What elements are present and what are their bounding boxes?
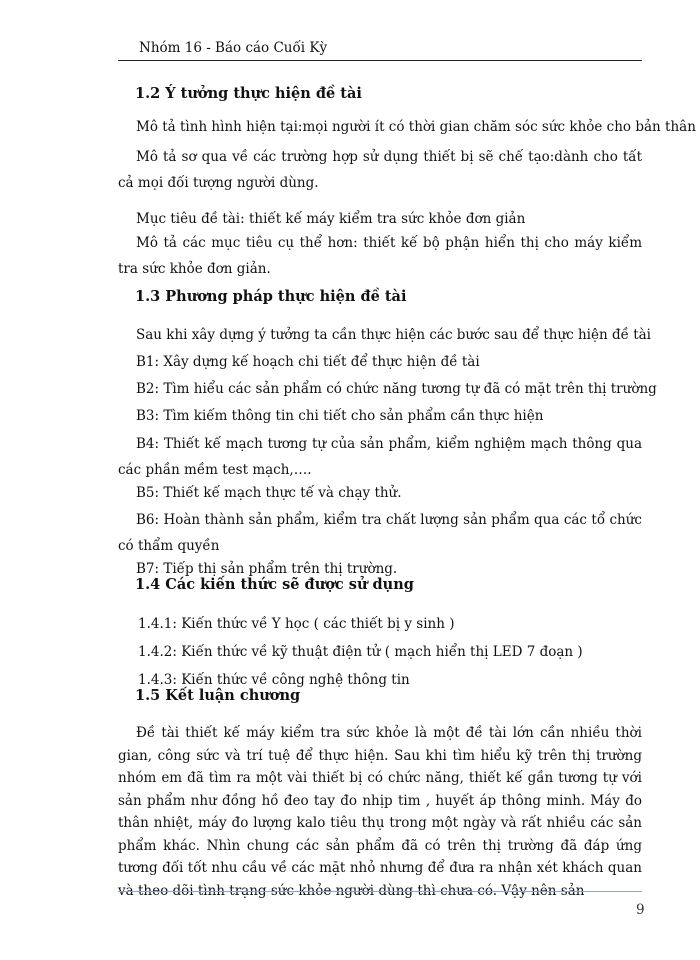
- paragraph-detailed-objective: Mô tả các mục tiêu cụ thể hơn: thiết kế bộ phận hiển thị cho máy kiểm tra sức khỏe đơn giản.: [118, 235, 642, 277]
- page-number: 9: [636, 902, 645, 918]
- step-b3: B3: Tìm kiếm thông tin chi tiết cho sản phẩm cần thực hiện: [136, 408, 544, 424]
- paragraph-current-situation: Mô tả tình hình hiện tại:mọi người ít có thời gian chăm sóc sức khỏe cho bản thân: [136, 119, 696, 135]
- heading-1-2: 1.2 Ý tưởng thực hiện đề tài: [135, 85, 362, 102]
- step-b5: B5: Thiết kế mạch thực tế và chạy thử.: [136, 485, 402, 501]
- header-title: Nhóm 16 - Báo cáo Cuối Kỳ: [139, 40, 328, 56]
- knowledge-1-4-1: 1.4.1: Kiến thức về Y học ( các thiết bị y sinh ): [138, 616, 455, 632]
- paragraph-steps-intro: Sau khi xây dựng ý tưởng ta cần thực hiện các bước sau để thực hiện đề tài: [136, 327, 652, 343]
- step-b1: B1: Xây dựng kế hoạch chi tiết để thực hiện đề tài: [136, 354, 480, 370]
- heading-1-5: 1.5 Kết luận chương: [135, 687, 301, 704]
- knowledge-1-4-3: 1.4.3: Kiến thức về công nghệ thông tin: [138, 672, 410, 688]
- step-b2: B2: Tìm hiểu các sản phẩm có chức năng tương tự đã có mặt trên thị trường: [136, 381, 657, 397]
- footer-divider: [118, 891, 642, 892]
- paragraph-use-cases: Mô tả sơ qua về các trường hợp sử dụng thiết bị sẽ chế tạo:dành cho tất cả mọi đối tượng người dùng.: [118, 149, 642, 191]
- paragraph-objective: Mục tiêu đề tài: thiết kế máy kiểm tra sức khỏe đơn giản: [136, 211, 526, 227]
- heading-1-4: 1.4 Các kiến thức sẽ được sử dụng: [135, 576, 414, 593]
- paragraph-conclusion: Đề tài thiết kế máy kiểm tra sức khỏe là một đề tài lớn cần nhiều thời gian, công sức và trí tuệ để thực hiện. Sau khi tìm hiểu kỹ trên thị trường nhóm em đã tìm ra một vài thiết bị có chức năng, thiết kế gần tương tự với sản phẩm như đồng hồ đeo tay đo nhịp tim , huyết áp thông minh. Máy đo thân nhiệt, máy đo lượng kalo tiêu thụ trong một ngày và rất nhiều các sản phẩm khác. Nhìn chung các sản phẩm đã có trên thị trường đã đáp ứng tương đối tốt nhu cầu về các mặt nhỏ nhưng để đưa ra nhận xét khách quan và theo dõi tình trạng sức khỏe người dùng thì chưa có. Vậy nên sản: [118, 725, 642, 899]
- knowledge-1-4-2: 1.4.2: Kiến thức về kỹ thuật điện tử ( mạch hiển thị LED 7 đoạn ): [138, 644, 583, 660]
- heading-1-3: 1.3 Phương pháp thực hiện đề tài: [135, 288, 407, 305]
- step-b6: B6: Hoàn thành sản phẩm, kiểm tra chất lượng sản phẩm qua các tổ chức có thẩm quyền: [118, 512, 642, 554]
- step-b7: B7: Tiếp thị sản phẩm trên thị trường.: [136, 561, 398, 577]
- header-divider: [118, 60, 642, 61]
- step-b4: B4: Thiết kế mạch tương tự của sản phẩm, kiểm nghiệm mạch thông qua các phần mềm test mạch,….: [118, 436, 642, 478]
